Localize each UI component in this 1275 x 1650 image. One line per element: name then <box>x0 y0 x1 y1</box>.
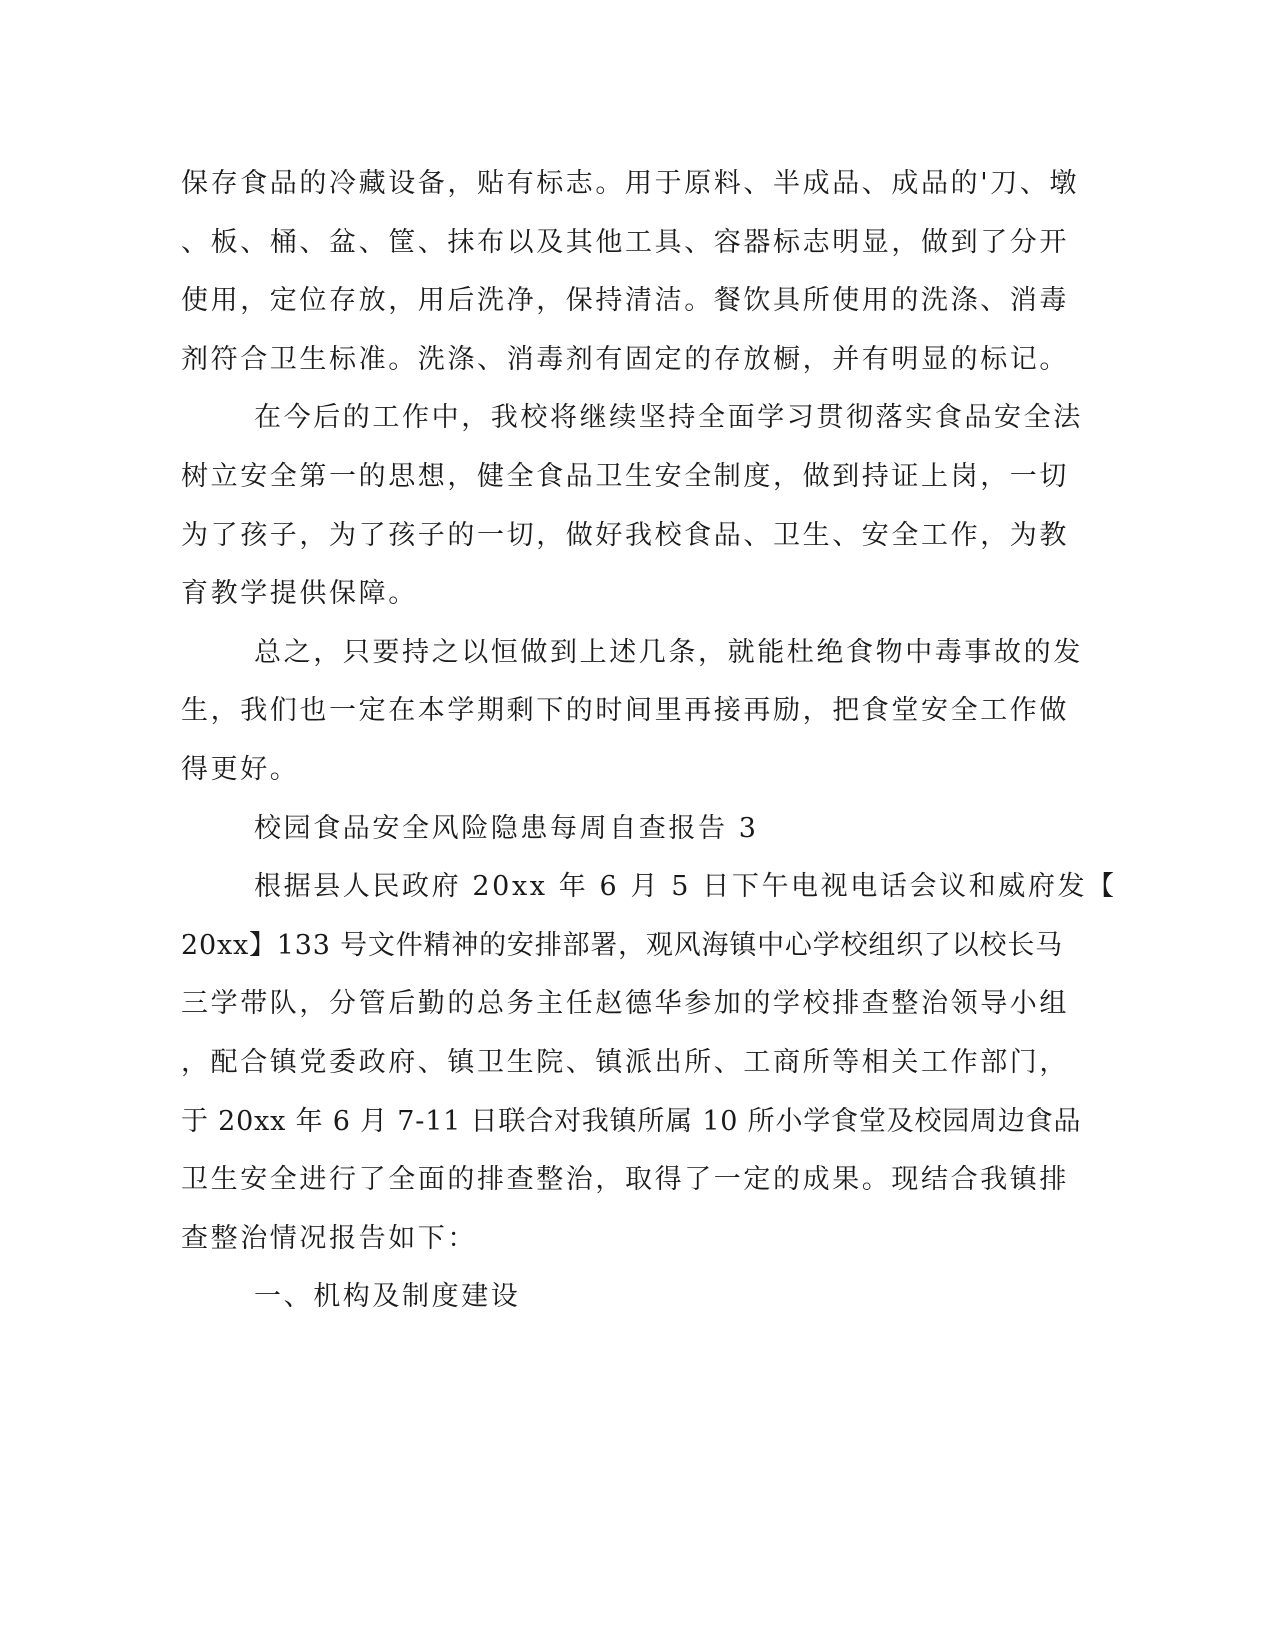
section-heading: 校园食品安全风险隐患每周自查报告 3 <box>254 812 759 844</box>
text-line: 卫生安全进行了全面的排查整治，取得了一定的成果。现结合我镇排 <box>181 1164 1069 1196</box>
text-line: 生，我们也一定在本学期剩下的时间里再接再励，把食堂安全工作做 <box>181 695 1069 727</box>
text-line: 20xx】133 号文件精神的安排部署，观风海镇中心学校组织了以校长马 <box>181 929 1063 961</box>
text-line: 于 20xx 年 6 月 7-11 日联合对我镇所属 10 所小学食堂及校园周边食品 <box>181 1105 1082 1137</box>
paragraph-start-line: 在今后的工作中，我校将继续坚持全面学习贯彻落实食品安全法 <box>254 402 1083 434</box>
text-line: 得更好。 <box>181 753 300 785</box>
paragraph-start-line: 根据县人民政府 20xx 年 6 月 5 日下午电视电话会议和威府发【 <box>254 871 1117 903</box>
text-line: 树立安全第一的思想，健全食品卫生安全制度，做到持证上岗，一切 <box>181 460 1069 492</box>
text-line: 查整治情况报告如下： <box>181 1222 477 1254</box>
paragraph-start-line: 总之，只要持之以恒做到上述几条，就能杜绝食物中毒事故的发 <box>254 636 1083 668</box>
text-line: 保存食品的冷藏设备，贴有标志。用于原料、半成品、成品的'刀、墩 <box>181 168 1080 199</box>
text-line: 育教学提供保障。 <box>181 578 418 610</box>
text-line: 使用，定位存放，用后洗净，保持清洁。餐饮具所使用的洗涤、消毒 <box>181 285 1069 317</box>
text-line: 剂符合卫生标准。洗涤、消毒剂有固定的存放橱，并有明显的标记。 <box>181 343 1069 375</box>
text-line: 、板、桶、盆、筐、抹布以及其他工具、容器标志明显，做到了分开 <box>181 226 1069 258</box>
subsection-heading: 一、机构及制度建设 <box>254 1281 521 1313</box>
text-line: 为了孩子，为了孩子的一切，做好我校食品、卫生、安全工作，为教 <box>181 519 1069 551</box>
text-line: 三学带队，分管后勤的总务主任赵德华参加的学校排查整治领导小组 <box>181 988 1069 1020</box>
text-line: ，配合镇党委政府、镇卫生院、镇派出所、工商所等相关工作部门， <box>181 1046 1069 1078</box>
document-body <box>181 155 1117 1327</box>
